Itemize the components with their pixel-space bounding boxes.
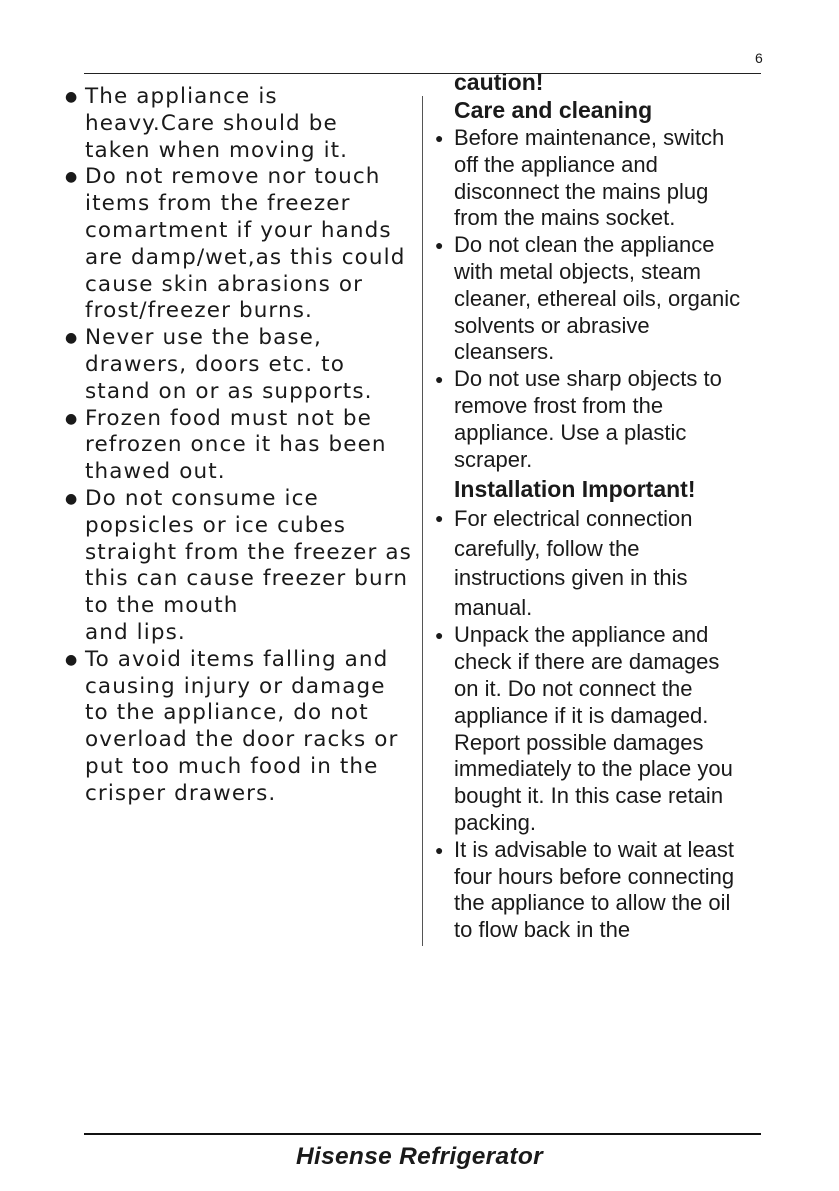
bullet-icon: ● (435, 627, 444, 644)
bullet-icon: ● (65, 330, 79, 347)
bullet-icon: ● (65, 89, 79, 105)
bullet-icon: ● (435, 371, 444, 388)
list-item: ● Frozen food must not be refrozen once it has been thawed out. (65, 405, 387, 485)
bullet-icon: ● (65, 410, 79, 427)
footer-brand: Hisense Refrigerator (295, 1143, 543, 1170)
bullet-icon: ● (435, 237, 444, 254)
list-item: ● The appliance is heavy.Care should be taken when moving it. (65, 84, 349, 163)
bullet-icon: ● (435, 130, 444, 146)
list-item: ● For electrical connection carefully, follow the instructions given in this manual. (435, 506, 693, 620)
care-heading: Care and cleaning (454, 97, 653, 123)
footer-rule (84, 1133, 761, 1135)
left-column (62, 84, 412, 808)
column-divider (422, 96, 423, 946)
bullet-icon: ● (65, 490, 79, 507)
list-item: ● Do not use sharp objects to remove frost from the appliance. Use a plastic scraper. (435, 366, 722, 472)
list-item: ● Do not remove nor touch items from the freezer comartment if your hands are damp/wet,as this could cause skin abrasions or frost/freezer burns. (65, 164, 406, 324)
page-number: 6 (755, 50, 763, 66)
right-column (432, 68, 772, 944)
bullet-icon: ● (65, 169, 79, 186)
bullet-icon: ● (435, 841, 444, 858)
caution-heading: caution! (454, 69, 544, 95)
bullet-icon: ● (65, 651, 79, 668)
list-item: ● It is advisable to wait at least four hours before connecting the appliance to allow the oil to flow back in the (435, 836, 735, 943)
bullet-icon: ● (435, 510, 444, 527)
list-item: ● Never use the base, drawers, doors etc. to stand on or as supports. (65, 325, 373, 404)
list-item: ● Do not clean the appliance with metal objects, steam cleaner, ethereal oils, organic solvents or abrasive cleansers. (435, 232, 741, 365)
list-item: ● To avoid items falling and causing injury or damage to the appliance, do not overload the door racks or put too much food in the crisper drawers. (65, 646, 399, 806)
list-item: ● Before maintenance, switch off the appliance and disconnect the mains plug from the mains socket. (435, 125, 725, 231)
installation-heading: Installation Important! (454, 476, 696, 503)
list-item: ● Unpack the appliance and check if there are damages on it. Do not connect the appliance if it is damaged. Report possible damages immediately to the place you bought it. In this case retain packing. (435, 622, 733, 835)
list-item: ● Do not consume ice popsicles or ice cubes straight from the freezer as this can cause freezer burn to the mouth and lips. (65, 485, 412, 645)
